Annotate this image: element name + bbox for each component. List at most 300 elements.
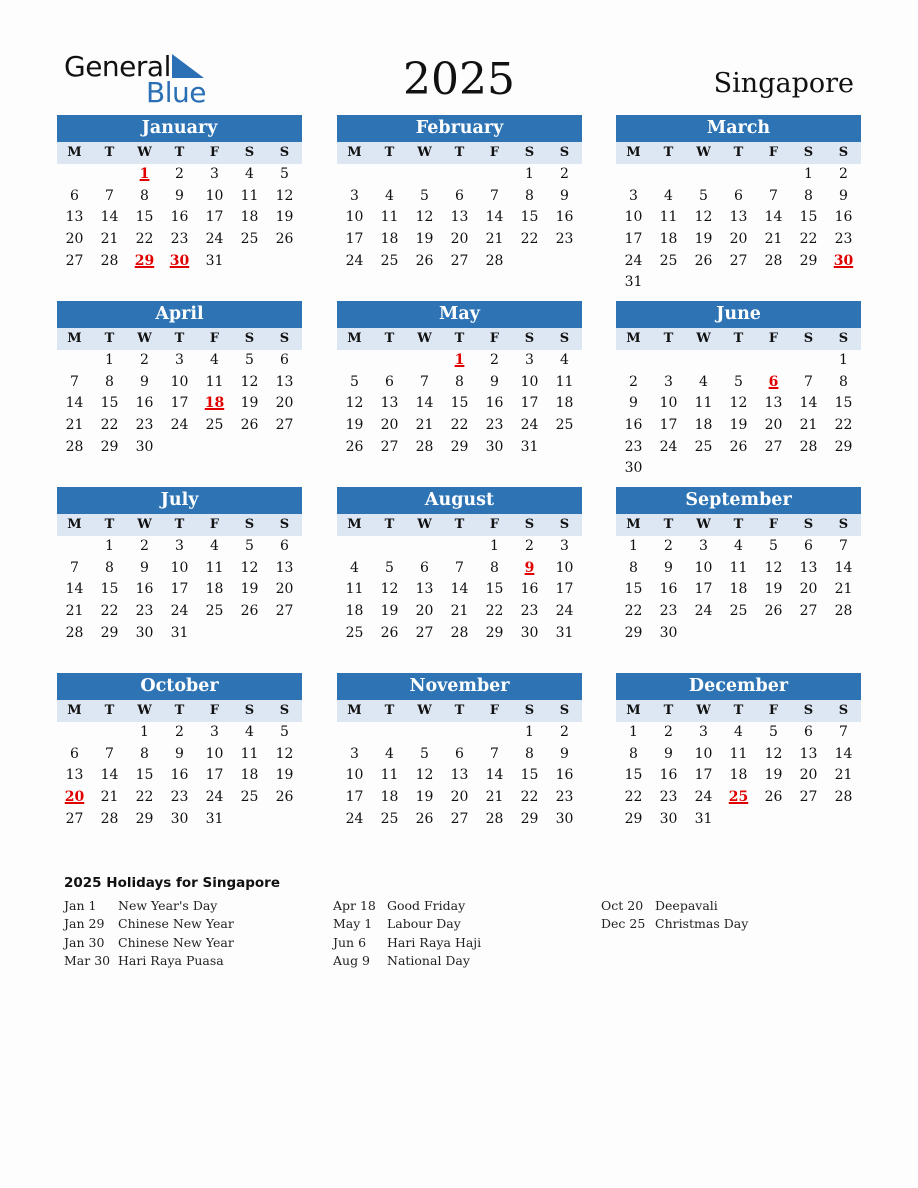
weekday-label: M — [67, 145, 82, 160]
weekday-label: S — [559, 331, 570, 346]
day-cell: 6 — [804, 538, 813, 554]
day-cell: 21 — [799, 417, 818, 434]
day-cell: 17 — [694, 767, 713, 784]
day-cell: 7 — [804, 373, 813, 390]
day-cell: 12 — [275, 187, 294, 204]
day-cell: 16 — [624, 417, 643, 434]
day-cell: 24 — [205, 789, 224, 806]
empty-day-cell — [442, 164, 477, 186]
weekday-label: W — [696, 517, 711, 532]
day-cell: 15 — [135, 209, 154, 226]
month-may — [337, 301, 582, 458]
weekday-label: W — [137, 517, 152, 532]
holiday-date: Mar 30 — [64, 952, 111, 968]
day-cell: 12 — [275, 745, 294, 762]
day-cell: 13 — [799, 559, 818, 576]
day-cell: 4 — [350, 559, 359, 576]
day-cell: 22 — [520, 231, 539, 248]
holiday-item — [601, 897, 748, 915]
day-cell: 6 — [385, 373, 394, 390]
day-cell: 29 — [135, 810, 154, 827]
day-cell: 9 — [140, 373, 149, 390]
month-title: June — [616, 301, 861, 328]
day-cell: 28 — [415, 438, 434, 455]
day-cell: 13 — [65, 209, 84, 226]
day-cell: 19 — [345, 417, 364, 434]
holiday-date: Jan 29 — [64, 916, 105, 932]
day-cell: 11 — [205, 559, 224, 576]
day-cell: 24 — [170, 603, 189, 620]
weekday-header-row — [616, 700, 861, 722]
month-title: October — [57, 673, 302, 700]
holiday-item — [64, 934, 234, 952]
day-cell: 17 — [694, 581, 713, 598]
day-cell: 10 — [694, 745, 713, 762]
day-grid — [57, 350, 302, 458]
day-cell: 26 — [240, 603, 259, 620]
day-cell: 9 — [839, 187, 848, 204]
weekday-label: T — [663, 145, 674, 160]
empty-day-cell — [686, 164, 721, 186]
day-cell: 1 — [839, 352, 848, 368]
weekday-label: S — [524, 517, 535, 532]
month-title: May — [337, 301, 582, 328]
holiday-item — [64, 897, 234, 915]
day-cell: 28 — [65, 438, 84, 455]
day-cell: 25 — [555, 417, 574, 434]
day-cell: 2 — [490, 352, 499, 368]
day-cell: 22 — [799, 231, 818, 248]
day-cell: 25 — [694, 438, 713, 455]
day-grid — [57, 164, 302, 272]
day-cell: 11 — [555, 373, 574, 390]
day-cell: 11 — [380, 209, 399, 226]
day-cell: 6 — [455, 187, 464, 204]
day-cell: 21 — [415, 417, 434, 434]
day-cell: 9 — [560, 187, 569, 204]
day-cell: 25 — [345, 624, 364, 641]
day-cell: 9 — [560, 745, 569, 762]
day-cell: 15 — [520, 209, 539, 226]
day-cell: 14 — [100, 767, 119, 784]
day-cell: 28 — [100, 252, 119, 269]
day-cell: 6 — [70, 187, 79, 204]
day-cell: 6 — [70, 745, 79, 762]
day-cell: 30 — [135, 438, 154, 455]
day-cell: 20 — [415, 603, 434, 620]
day-cell: 24 — [345, 810, 364, 827]
day-cell: 18 — [555, 395, 574, 412]
empty-day-cell — [57, 164, 92, 186]
empty-day-cell — [721, 350, 756, 372]
day-cell: 6 — [280, 538, 289, 554]
day-cell: 5 — [734, 373, 743, 390]
day-grid — [616, 536, 861, 644]
holiday-name: New Year's Day — [118, 898, 218, 913]
day-cell: 28 — [834, 603, 853, 620]
day-cell: 2 — [140, 352, 149, 368]
day-grid — [337, 164, 582, 272]
day-cell: 2 — [664, 724, 673, 740]
day-cell: 1 — [629, 724, 638, 740]
day-cell: 5 — [385, 559, 394, 576]
holiday-day-cell: 30 — [169, 252, 190, 269]
day-cell: 3 — [175, 538, 184, 554]
empty-day-cell — [686, 350, 721, 372]
day-cell: 4 — [385, 187, 394, 204]
day-cell: 23 — [555, 789, 574, 806]
day-cell: 8 — [525, 187, 534, 204]
day-cell: 20 — [729, 231, 748, 248]
day-grid — [57, 536, 302, 644]
holiday-date: Aug 9 — [333, 952, 371, 968]
holiday-day-cell: 20 — [64, 789, 85, 806]
day-cell: 29 — [100, 624, 119, 641]
holiday-name: Chinese New Year — [118, 934, 234, 950]
day-cell: 20 — [275, 395, 294, 412]
day-cell: 12 — [694, 209, 713, 226]
day-cell: 23 — [659, 789, 678, 806]
day-cell: 22 — [100, 417, 119, 434]
holiday-item — [333, 915, 481, 933]
day-cell: 31 — [624, 274, 643, 291]
weekday-label: F — [768, 517, 779, 532]
weekday-label: W — [417, 145, 432, 160]
day-cell: 6 — [804, 724, 813, 740]
weekday-header-row — [616, 328, 861, 350]
day-cell: 23 — [520, 603, 539, 620]
day-cell: 6 — [734, 187, 743, 204]
day-grid — [337, 536, 582, 644]
month-january — [57, 115, 302, 272]
day-cell: 12 — [729, 395, 748, 412]
day-cell: 10 — [170, 373, 189, 390]
holiday-column — [333, 897, 481, 970]
day-cell: 18 — [205, 581, 224, 598]
day-cell: 26 — [415, 810, 434, 827]
holiday-name: Deepavali — [655, 898, 718, 913]
day-cell: 8 — [105, 559, 114, 576]
day-cell: 18 — [729, 767, 748, 784]
day-cell: 16 — [520, 581, 539, 598]
day-cell: 16 — [135, 581, 154, 598]
day-cell: 13 — [275, 559, 294, 576]
day-cell: 29 — [624, 810, 643, 827]
day-cell: 21 — [450, 603, 469, 620]
empty-day-cell — [477, 722, 512, 744]
holiday-name: Christmas Day — [655, 916, 749, 932]
empty-day-cell — [407, 164, 442, 186]
month-june — [616, 301, 861, 480]
weekday-label: S — [559, 145, 570, 160]
day-cell: 22 — [624, 603, 643, 620]
day-cell: 15 — [624, 767, 643, 784]
weekday-label: S — [244, 145, 255, 160]
day-cell: 18 — [694, 417, 713, 434]
month-title: January — [57, 115, 302, 142]
day-cell: 22 — [834, 417, 853, 434]
weekday-label: M — [347, 517, 362, 532]
day-cell: 11 — [729, 559, 748, 576]
day-cell: 25 — [205, 417, 224, 434]
day-cell: 10 — [345, 767, 364, 784]
day-cell: 15 — [450, 395, 469, 412]
day-cell: 19 — [415, 231, 434, 248]
day-cell: 6 — [280, 352, 289, 368]
day-cell: 16 — [170, 767, 189, 784]
day-cell: 16 — [555, 209, 574, 226]
day-cell: 27 — [415, 624, 434, 641]
holiday-name: National Day — [387, 952, 470, 968]
weekday-label: M — [347, 703, 362, 718]
empty-day-cell — [57, 722, 92, 744]
day-cell: 29 — [520, 810, 539, 827]
day-cell: 27 — [65, 252, 84, 269]
day-cell: 3 — [525, 352, 534, 368]
day-cell: 13 — [380, 395, 399, 412]
day-cell: 31 — [205, 252, 224, 269]
day-cell: 30 — [659, 624, 678, 641]
day-cell: 24 — [659, 438, 678, 455]
weekday-label: S — [838, 145, 849, 160]
day-cell: 17 — [205, 209, 224, 226]
holiday-date: Jun 6 — [333, 934, 367, 950]
weekday-label: F — [489, 517, 500, 532]
day-cell: 8 — [105, 373, 114, 390]
empty-day-cell — [337, 722, 372, 744]
day-cell: 15 — [100, 581, 119, 598]
day-cell: 21 — [764, 231, 783, 248]
day-cell: 9 — [140, 559, 149, 576]
day-cell: 31 — [694, 810, 713, 827]
day-cell: 5 — [245, 352, 254, 368]
day-cell: 8 — [140, 187, 149, 204]
weekday-header-row — [616, 142, 861, 164]
day-cell: 6 — [455, 745, 464, 762]
day-cell: 14 — [834, 745, 853, 762]
weekday-label: T — [104, 145, 115, 160]
holiday-date: Oct 20 — [601, 898, 644, 913]
day-cell: 8 — [490, 559, 499, 576]
day-cell: 3 — [175, 352, 184, 368]
weekday-label: F — [768, 703, 779, 718]
day-cell: 3 — [350, 745, 359, 762]
day-cell: 20 — [799, 767, 818, 784]
day-cell: 10 — [659, 395, 678, 412]
weekday-label: W — [696, 145, 711, 160]
day-cell: 28 — [450, 624, 469, 641]
day-cell: 2 — [175, 724, 184, 740]
day-cell: 8 — [140, 745, 149, 762]
weekday-label: S — [279, 145, 290, 160]
day-cell: 28 — [834, 789, 853, 806]
weekday-label: S — [559, 517, 570, 532]
day-cell: 13 — [729, 209, 748, 226]
weekday-label: M — [347, 331, 362, 346]
weekday-label: M — [67, 517, 82, 532]
day-cell: 22 — [520, 789, 539, 806]
day-cell: 3 — [560, 538, 569, 554]
day-cell: 10 — [520, 373, 539, 390]
day-cell: 10 — [694, 559, 713, 576]
day-cell: 17 — [345, 789, 364, 806]
day-cell: 5 — [769, 724, 778, 740]
empty-day-cell — [372, 164, 407, 186]
day-cell: 24 — [555, 603, 574, 620]
weekday-label: T — [384, 517, 395, 532]
day-cell: 12 — [764, 745, 783, 762]
day-cell: 30 — [659, 810, 678, 827]
day-cell: 12 — [240, 373, 259, 390]
day-cell: 14 — [834, 559, 853, 576]
day-cell: 24 — [345, 252, 364, 269]
day-cell: 4 — [734, 724, 743, 740]
weekday-label: W — [696, 331, 711, 346]
holiday-item — [601, 915, 748, 933]
day-cell: 17 — [170, 581, 189, 598]
day-cell: 30 — [135, 624, 154, 641]
holiday-day-cell: 1 — [139, 166, 150, 182]
empty-day-cell — [372, 350, 407, 372]
day-cell: 27 — [450, 810, 469, 827]
day-cell: 27 — [799, 603, 818, 620]
holiday-column — [64, 897, 234, 970]
day-cell: 1 — [490, 538, 499, 554]
weekday-label: F — [489, 331, 500, 346]
day-cell: 21 — [65, 603, 84, 620]
day-cell: 13 — [415, 581, 434, 598]
day-cell: 30 — [485, 438, 504, 455]
weekday-label: F — [489, 703, 500, 718]
month-title: December — [616, 673, 861, 700]
weekday-header-row — [337, 700, 582, 722]
empty-day-cell — [407, 536, 442, 558]
weekday-label: M — [626, 703, 641, 718]
holiday-day-cell: 9 — [524, 559, 535, 576]
holiday-date: Dec 25 — [601, 916, 646, 932]
day-cell: 11 — [694, 395, 713, 412]
weekday-label: T — [174, 145, 185, 160]
day-cell: 17 — [170, 395, 189, 412]
day-cell: 26 — [764, 789, 783, 806]
day-cell: 9 — [175, 187, 184, 204]
month-title: November — [337, 673, 582, 700]
day-cell: 13 — [764, 395, 783, 412]
holiday-date: Jan 30 — [64, 934, 105, 950]
day-cell: 11 — [729, 745, 748, 762]
weekday-label: S — [524, 145, 535, 160]
day-cell: 20 — [764, 417, 783, 434]
month-title: April — [57, 301, 302, 328]
day-cell: 27 — [65, 810, 84, 827]
month-march — [616, 115, 861, 294]
weekday-label: W — [417, 331, 432, 346]
day-cell: 27 — [729, 252, 748, 269]
day-cell: 2 — [664, 538, 673, 554]
day-cell: 9 — [175, 745, 184, 762]
day-cell: 20 — [799, 581, 818, 598]
weekday-label: M — [626, 331, 641, 346]
day-cell: 10 — [170, 559, 189, 576]
holiday-day-cell: 18 — [204, 395, 225, 412]
day-cell: 1 — [105, 538, 114, 554]
day-cell: 21 — [100, 789, 119, 806]
day-grid — [337, 722, 582, 830]
empty-day-cell — [337, 350, 372, 372]
weekday-label: T — [663, 331, 674, 346]
empty-day-cell — [407, 722, 442, 744]
day-cell: 17 — [624, 231, 643, 248]
day-cell: 9 — [629, 395, 638, 412]
holiday-name: Hari Raya Puasa — [118, 952, 224, 968]
day-cell: 11 — [659, 209, 678, 226]
day-cell: 5 — [420, 187, 429, 204]
empty-day-cell — [92, 722, 127, 744]
day-cell: 18 — [729, 581, 748, 598]
weekday-label: F — [209, 331, 220, 346]
day-cell: 20 — [275, 581, 294, 598]
weekday-label: S — [244, 517, 255, 532]
weekday-header-row — [337, 142, 582, 164]
day-cell: 7 — [105, 745, 114, 762]
weekday-label: T — [733, 145, 744, 160]
weekday-label: T — [733, 331, 744, 346]
month-february — [337, 115, 582, 272]
day-cell: 7 — [490, 745, 499, 762]
holiday-name: Chinese New Year — [118, 916, 234, 932]
day-cell: 29 — [624, 624, 643, 641]
day-cell: 13 — [799, 745, 818, 762]
day-cell: 18 — [240, 767, 259, 784]
empty-day-cell — [651, 164, 686, 186]
day-cell: 5 — [280, 724, 289, 740]
day-cell: 27 — [275, 417, 294, 434]
country-name: Singapore — [713, 68, 854, 99]
empty-day-cell — [721, 164, 756, 186]
day-cell: 22 — [624, 789, 643, 806]
day-cell: 1 — [105, 352, 114, 368]
day-cell: 10 — [555, 559, 574, 576]
empty-day-cell — [407, 350, 442, 372]
empty-day-cell — [651, 350, 686, 372]
weekday-header-row — [57, 700, 302, 722]
empty-day-cell — [337, 164, 372, 186]
day-cell: 5 — [245, 538, 254, 554]
day-cell: 7 — [769, 187, 778, 204]
month-title: August — [337, 487, 582, 514]
day-cell: 2 — [525, 538, 534, 554]
weekday-label: F — [209, 703, 220, 718]
day-cell: 4 — [210, 352, 219, 368]
day-cell: 2 — [629, 373, 638, 390]
weekday-label: F — [489, 145, 500, 160]
day-cell: 5 — [769, 538, 778, 554]
day-cell: 30 — [520, 624, 539, 641]
day-cell: 25 — [240, 789, 259, 806]
logo-word-general: General — [64, 50, 171, 83]
day-cell: 26 — [764, 603, 783, 620]
day-cell: 14 — [100, 209, 119, 226]
weekday-label: S — [803, 145, 814, 160]
day-cell: 30 — [555, 810, 574, 827]
day-cell: 31 — [170, 624, 189, 641]
day-cell: 12 — [764, 559, 783, 576]
day-cell: 25 — [729, 603, 748, 620]
day-grid — [616, 722, 861, 830]
holiday-item — [333, 897, 481, 915]
weekday-label: W — [696, 703, 711, 718]
day-cell: 21 — [834, 767, 853, 784]
